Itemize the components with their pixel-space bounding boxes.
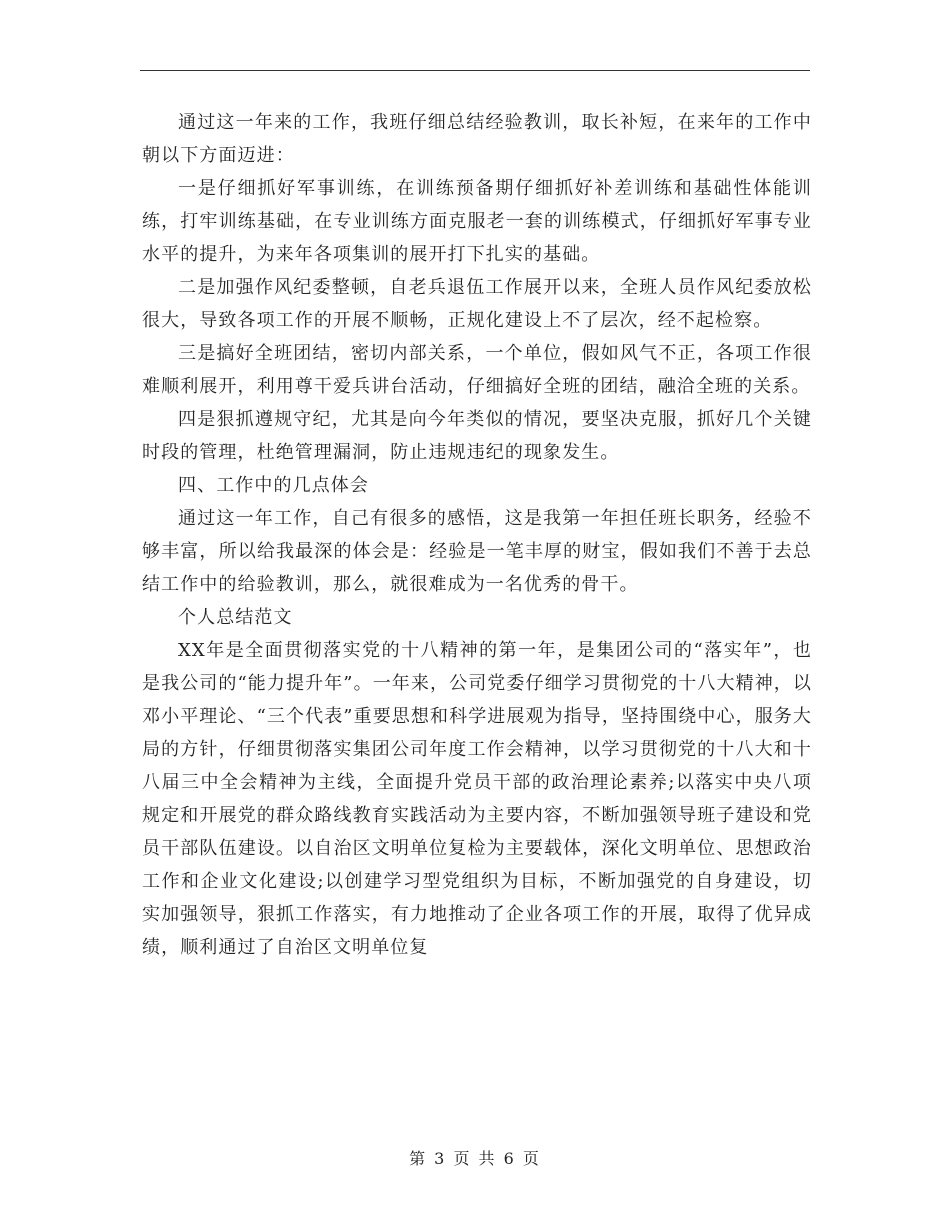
paragraph-item-2: 二是加强作风纪委整顿，自老兵退伍工作展开以来，全班人员作风纪委放松很大，导致各项工作的开展不顺畅，正规化建设上不了层次，经不起检察。 — [142, 277, 812, 331]
paragraph-experience: 通过这一年工作，自己有很多的感悟，这是我第一年担任班长职务，经验不够丰富，所以给我最深的体会是：经验是一笔丰厚的财宝，假如我们不善于去总结工作中的给验教训，那么，就很难成为一名优秀的骨干。 — [142, 508, 812, 595]
paragraph-summary: XX年是全面贯彻落实党的十八精神的第一年，是集团公司的“落实年”，也是我公司的“能力提升年”。一年来，公司党委仔细学习贯彻党的十八大精神，以邓小平理论、“三个代表”重要思想和科学进展观为指导，坚持围绕中心，服务大局的方针，仔细贯彻落实集团公司年度工作会精神，以学习贯彻党的十八大和十八届三中全会精神为主线，全面提升党员干部的政治理论素养;以落实中央八项规定和开展党的群众路线教育实践活动为主要内容，不断加强领导班子建设和党员干部队伍建设。以自治区文明单位复检为主要载体，深化文明单位、思想政治工作和企业文化建设;以创建学习型党组织为目标，不断加强党的自身建设，切实加强领导，狠抓工作落实，有力地推动了企业各项工作的开展，取得了优异成绩，顺利通过了自治区文明单位复 — [142, 640, 813, 958]
section-heading-summary: 个人总结范文 — [178, 607, 293, 628]
document-body — [142, 106, 812, 964]
page-number-footer: 第 3 页 共 6 页 — [409, 1149, 541, 1168]
header-rule — [140, 70, 810, 71]
paragraph-item-3: 三是搞好全班团结，密切内部关系，一个单位，假如风气不正，各项工作很难顺利展开，利用尊干爱兵讲台活动，仔细搞好全班的团结，融洽全班的关系。 — [142, 343, 812, 397]
section-heading-4: 四、工作中的几点体会 — [178, 475, 369, 496]
paragraph-intro: 通过这一年来的工作，我班仔细总结经验教训，取长补短，在来年的工作中朝以下方面迈进： — [142, 112, 812, 166]
paragraph-item-1: 一是仔细抓好军事训练，在训练预备期仔细抓好补差训练和基础性体能训练，打牢训练基础，在专业训练方面克服老一套的训练模式，仔细抓好军事专业水平的提升，为来年各项集训的展开打下扎实的基础。 — [142, 178, 812, 265]
paragraph-item-4: 四是狠抓遵规守纪，尤其是向今年类似的情况，要坚决克服，抓好几个关键时段的管理，杜绝管理漏洞，防止违规违纪的现象发生。 — [142, 409, 812, 463]
